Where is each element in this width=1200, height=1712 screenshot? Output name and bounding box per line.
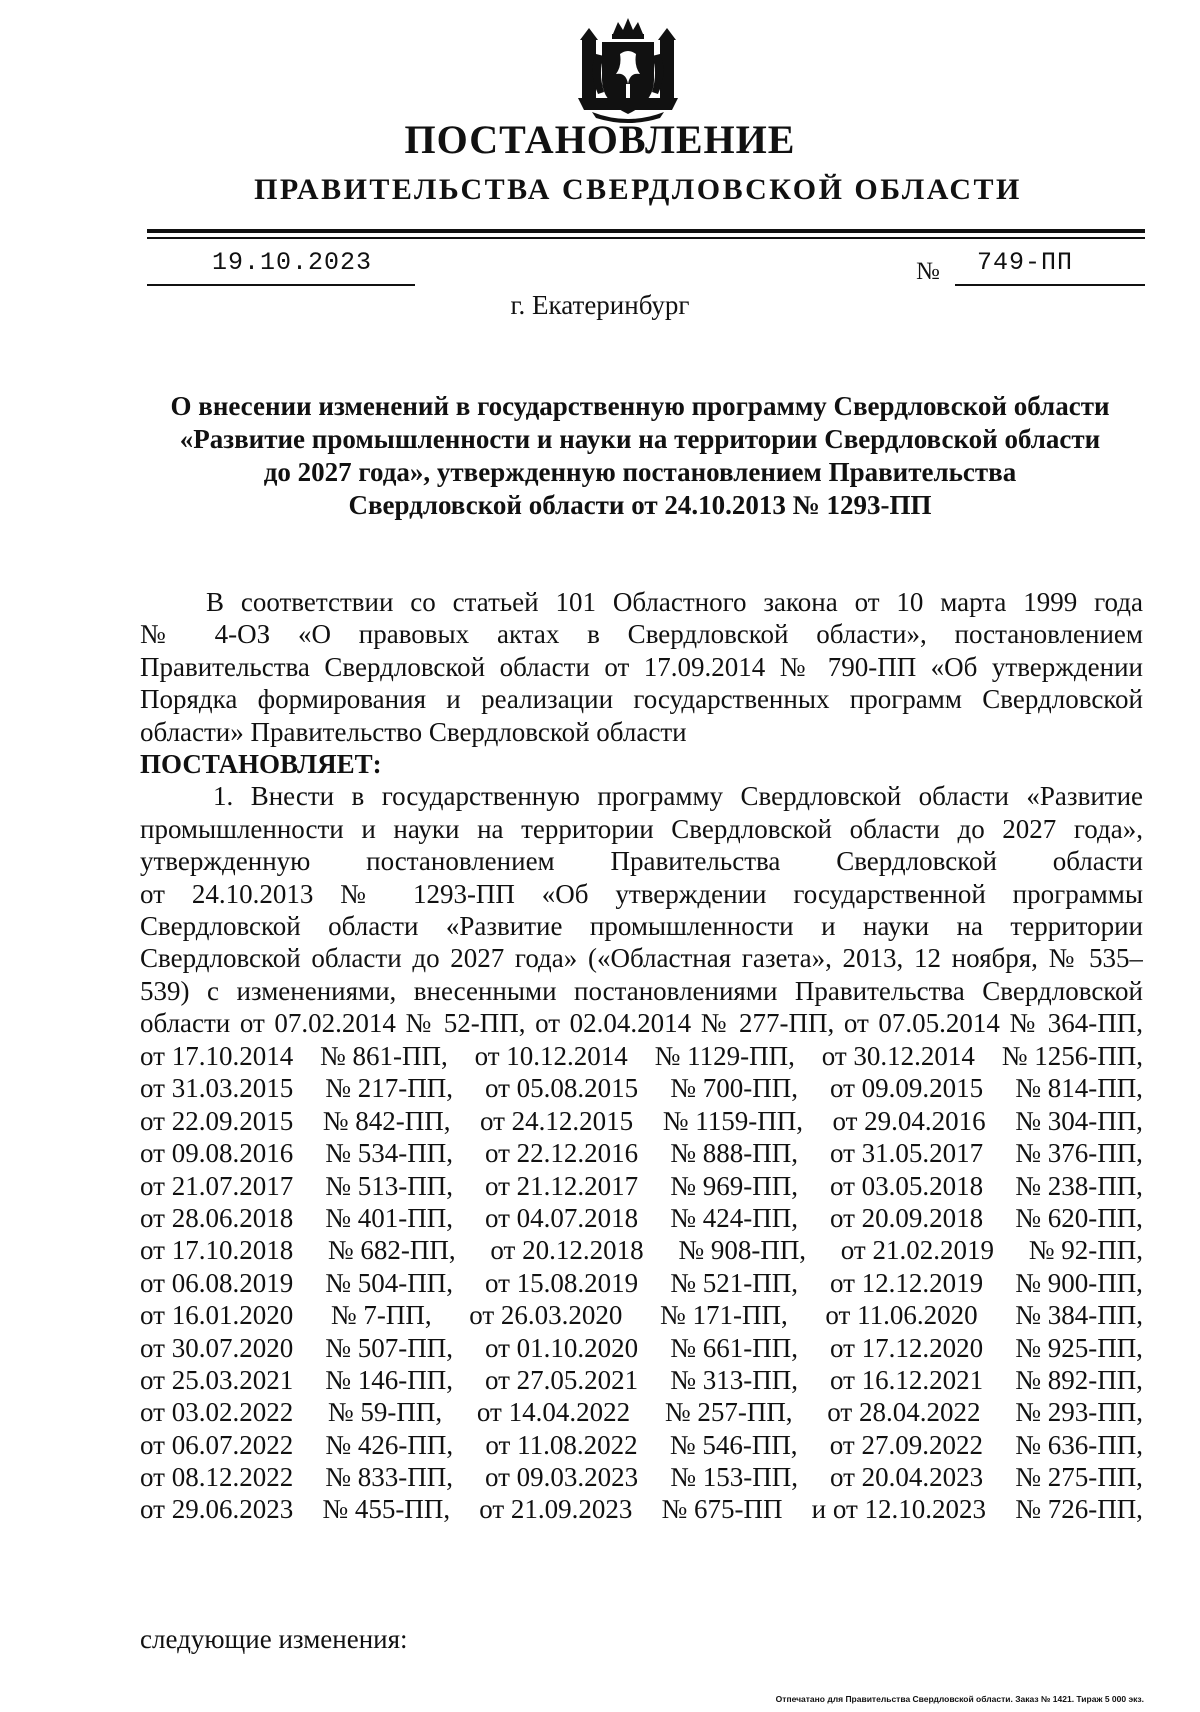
preamble-line: В соответствии со статьей 101 Областного закона от 10 марта 1999 года (206, 587, 1143, 617)
amendment-date: от 24.12.2015 (479, 1105, 634, 1136)
amendment-number: № 92-ПП, (1028, 1235, 1143, 1266)
heading-line: «Развитие промышленности и науки на территории Свердловской области (179, 424, 1101, 454)
amendment-number: № 217-ПП, (325, 1073, 453, 1104)
amendment-number: № 513-ПП, (325, 1170, 453, 1201)
amendment-number: № 59-ПП, (327, 1397, 443, 1428)
amendment-date: от 10.12.2014 (474, 1041, 628, 1071)
heading-line: Свердловской области от 24.10.2013 № 1293-ПП (348, 490, 932, 520)
amendment-number: № 384-ПП, (1015, 1300, 1143, 1331)
amendment-date: от 03.02.2022 (140, 1397, 294, 1428)
item1-line: области от 07.02.2014 № 52-ПП, от 02.04.2014 № 277-ПП, от 07.05.2014 № 364-ПП, (140, 1008, 1143, 1039)
amendment-date: от 31.03.2015 (140, 1073, 294, 1104)
amendment-number: № 833-ПП, (325, 1462, 453, 1493)
amendment-number: № 892-ПП, (1015, 1364, 1143, 1395)
amendment-number: № 675-ПП (661, 1494, 783, 1525)
amendment-date: от 31.05.2017 (829, 1138, 984, 1169)
amendment-date: от 17.10.2014 (140, 1041, 294, 1071)
amendment-number: № 146-ПП, (325, 1364, 453, 1395)
amendment-date: от 11.08.2022 (485, 1429, 638, 1460)
amendment-number: № 504-ПП, (325, 1267, 453, 1298)
preamble-line: Порядка формирования и реализации государственных программ Свердловской (140, 684, 1143, 715)
amendment-row (140, 1170, 1143, 1202)
amendment-date: от 21.07.2017 (140, 1170, 294, 1201)
document-number: 749-ПП (977, 248, 1074, 277)
amendment-row (140, 1202, 1143, 1234)
amendment-date: от 26.03.2020 (469, 1300, 623, 1331)
amendment-number: № 661-ПП, (670, 1332, 798, 1363)
item1-line: от 24.10.2013 № 1293-ПП «Об утверждении государственной программы (140, 878, 1143, 909)
amendment-number: № 546-ПП, (669, 1429, 798, 1460)
amendment-number: № 507-ПП, (325, 1332, 453, 1363)
document-city: г. Екатеринбург (510, 290, 690, 320)
decree-word: ПОСТАНОВЛЯЕТ: (140, 748, 382, 779)
item1-line: 1. Внести в государственную программу Свердловской области «Развитие (213, 781, 1143, 812)
amendment-number: № 153-ПП, (670, 1462, 798, 1493)
amendment-row (140, 1332, 1143, 1364)
amendment-number: № 534-ПП, (325, 1138, 453, 1169)
amendment-number: № 888-ПП, (670, 1138, 798, 1169)
amendment-row (140, 1493, 1143, 1525)
amendment-number: № 238-ПП, (1015, 1170, 1143, 1201)
amendment-number: № 900-ПП, (1015, 1267, 1143, 1298)
heading-line: О внесении изменений в государственную программу Свердловской области (170, 391, 1110, 421)
amendment-row (140, 1299, 1143, 1331)
amendment-date: от 30.12.2014 (821, 1041, 975, 1071)
amendment-number: № 455-ПП, (322, 1494, 451, 1525)
amendment-date: от 25.03.2021 (140, 1364, 294, 1395)
amendment-date: от 09.09.2015 (829, 1073, 984, 1104)
amendment-row (140, 1461, 1143, 1493)
amendment-row (140, 1234, 1143, 1266)
item1-line: 539) с изменениями, внесенными постановлениями Правительства Свердловской (140, 975, 1143, 1006)
amendment-date: от 04.07.2018 (484, 1202, 639, 1233)
amendment-number: № 376-ПП, (1015, 1138, 1143, 1169)
amendment-row (140, 1364, 1143, 1396)
item1-line: Свердловской области до 2027 года» («Областная газета», 2013, 12 ноября, № 535– (140, 943, 1143, 974)
date-underline (147, 284, 415, 286)
amendment-date: от 28.04.2022 (827, 1397, 981, 1428)
document-date: 19.10.2023 (212, 248, 373, 277)
amendment-row (140, 1072, 1143, 1104)
amendment-date: от 20.12.2018 (490, 1235, 644, 1266)
item1-line: утвержденную постановлением Правительства Свердловской области (140, 846, 1143, 877)
item1-line: Свердловской области «Развитие промышленности и науки на территории (140, 910, 1143, 941)
amendment-date: от 03.05.2018 (829, 1170, 984, 1201)
amendment-number: № 257-ПП, (664, 1397, 793, 1428)
amendment-date: от 27.05.2021 (484, 1364, 639, 1395)
amendment-date: и от 12.10.2023 (811, 1494, 987, 1525)
amendment-date: от 17.12.2020 (829, 1332, 984, 1363)
amendment-number: № 682-ПП, (327, 1235, 456, 1266)
amendment-number: № 1256-ПП, (1001, 1041, 1143, 1071)
amendment-number: № 424-ПП, (670, 1202, 798, 1233)
amendment-date: от 05.08.2015 (484, 1073, 639, 1104)
amendment-number: № 861-ПП, (320, 1041, 448, 1071)
amendment-number: № 426-ПП, (325, 1429, 454, 1460)
print-note: Отпечатано для Правительства Свердловской области. Заказ № 1421. Тираж 5 000 экз. (775, 1694, 1144, 1704)
amendment-number: № 620-ПП, (1015, 1202, 1143, 1233)
amendment-number: № 401-ПП, (325, 1202, 453, 1233)
amendment-number: № 726-ПП, (1015, 1494, 1143, 1525)
amendment-number: № 275-ПП, (1015, 1462, 1143, 1493)
amendment-number: № 1129-ПП, (654, 1041, 795, 1071)
amendment-number: № 521-ПП, (670, 1267, 798, 1298)
header-rule-thin (147, 237, 1145, 239)
amendment-number: № 1159-ПП, (662, 1105, 803, 1136)
amendment-date: от 30.07.2020 (140, 1332, 294, 1363)
amendment-date: от 06.07.2022 (140, 1429, 294, 1460)
amendment-date: от 22.09.2015 (140, 1105, 294, 1136)
amendment-number: № 636-ПП, (1015, 1429, 1143, 1460)
amendment-date: от 22.12.2016 (484, 1138, 639, 1169)
amendment-date: от 27.09.2022 (829, 1429, 983, 1460)
amendment-date: от 16.01.2020 (140, 1300, 294, 1331)
amendment-date: от 20.04.2023 (829, 1462, 984, 1493)
preamble-line: № 4-ОЗ «О правовых актах в Свердловской области», постановлением (140, 619, 1143, 650)
amendment-number: № 313-ПП, (670, 1364, 798, 1395)
amendment-date: от 21.02.2019 (840, 1235, 994, 1266)
coat-of-arms-emblem (568, 14, 688, 126)
amendment-date: от 11.06.2020 (825, 1300, 978, 1331)
amendment-date: от 21.09.2023 (479, 1494, 633, 1525)
amendment-row (140, 1396, 1143, 1428)
amendment-number: № 304-ПП, (1015, 1105, 1143, 1136)
document-heading (140, 390, 1140, 522)
document-subtitle: ПРАВИТЕЛЬСТВА СВЕРДЛОВСКОЙ ОБЛАСТИ (254, 173, 1022, 206)
amendment-date: от 28.06.2018 (140, 1202, 294, 1233)
amendment-date: от 06.08.2019 (140, 1267, 294, 1298)
amendment-date: от 14.04.2022 (476, 1397, 631, 1428)
closing-line: следующие изменения: (140, 1624, 408, 1654)
amendment-number: № 171-ПП, (660, 1300, 788, 1331)
header-rule-thick (147, 229, 1145, 233)
amendment-date: от 01.10.2020 (484, 1332, 639, 1363)
amendments-list (140, 1040, 1143, 1526)
amendment-row (140, 1105, 1143, 1137)
amendment-date: от 16.12.2021 (829, 1364, 984, 1395)
preamble-line: области» Правительство Свердловской области (140, 716, 687, 747)
amendment-number: № 908-ПП, (678, 1235, 807, 1266)
amendment-date: от 09.03.2023 (484, 1462, 639, 1493)
number-underline (955, 284, 1145, 286)
amendment-row (140, 1137, 1143, 1169)
amendment-date: от 21.12.2017 (484, 1170, 639, 1201)
number-sign: № (916, 258, 940, 285)
amendment-date: от 20.09.2018 (829, 1202, 984, 1233)
document-title: ПОСТАНОВЛЕНИЕ (404, 117, 796, 162)
amendment-date: от 29.04.2016 (832, 1105, 986, 1136)
preamble-line: Правительства Свердловской области от 17.09.2014 № 790-ПП «Об утверждении (140, 651, 1143, 682)
amendment-date: от 09.08.2016 (140, 1138, 294, 1169)
amendment-date: от 17.10.2018 (140, 1235, 294, 1266)
amendment-number: № 293-ПП, (1015, 1397, 1143, 1428)
amendment-date: от 08.12.2022 (140, 1462, 294, 1493)
item1-line: промышленности и науки на территории Свердловской области до 2027 года», (140, 813, 1143, 844)
amendment-number: № 842-ПП, (322, 1105, 451, 1136)
amendment-number: № 700-ПП, (670, 1073, 798, 1104)
amendment-number: № 969-ПП, (670, 1170, 798, 1201)
amendment-row (140, 1429, 1143, 1461)
heading-line: до 2027 года», утвержденную постановлением Правительства (263, 457, 1017, 487)
document-body (140, 586, 1143, 1039)
amendment-date: от 12.12.2019 (829, 1267, 984, 1298)
amendment-row (140, 1040, 1143, 1072)
amendment-date: от 15.08.2019 (484, 1267, 639, 1298)
amendment-number: № 814-ПП, (1015, 1073, 1143, 1104)
amendment-row (140, 1267, 1143, 1299)
amendment-number: № 7-ПП, (330, 1300, 432, 1331)
amendment-number: № 925-ПП, (1015, 1332, 1143, 1363)
amendment-date: от 29.06.2023 (140, 1494, 294, 1525)
